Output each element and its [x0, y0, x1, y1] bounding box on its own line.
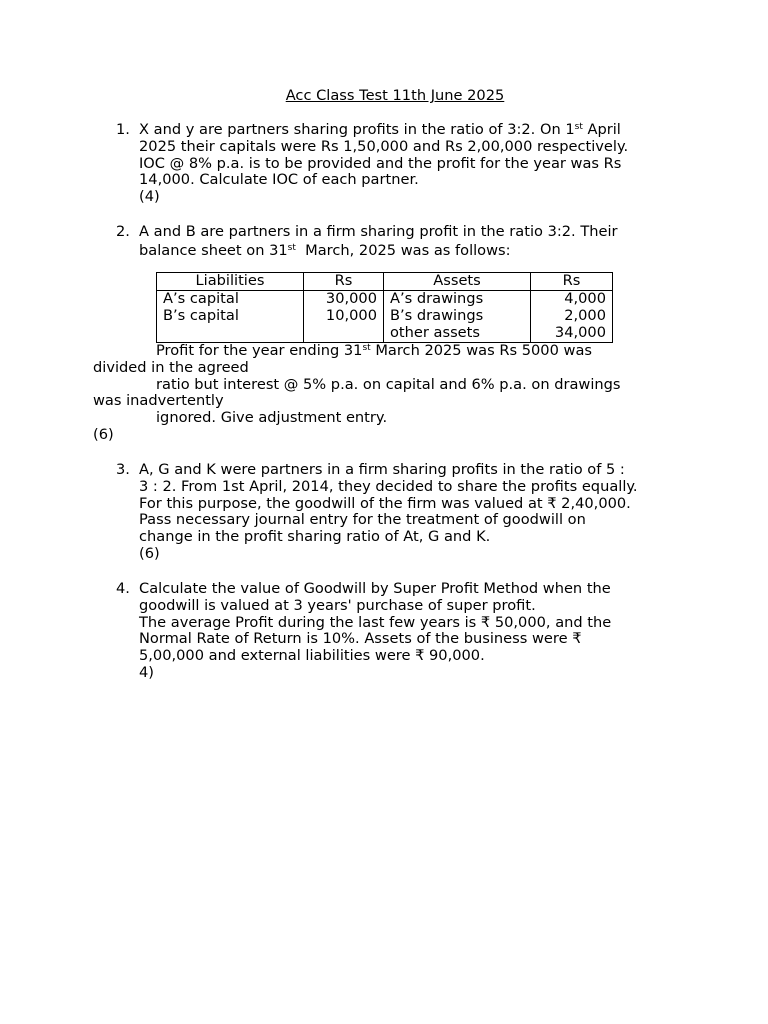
table-cell: B’s drawings [384, 308, 531, 325]
question-line: ignored. Give adjustment entry. [156, 409, 388, 427]
question-line: X and y are partners sharing profits in the ratio of 3:2. On 1st April [139, 121, 621, 138]
question-line: divided in the agreed [93, 358, 249, 376]
table-cell: other assets [384, 325, 531, 343]
question-3 [116, 461, 679, 563]
question-number: 1. [116, 121, 130, 138]
table-row [157, 308, 613, 325]
question-line: Pass necessary journal entry for the treatment of goodwill on [139, 511, 586, 529]
table-cell: 34,000 [531, 325, 613, 343]
table-cell: A’s drawings [384, 291, 531, 309]
superscript: st [362, 343, 371, 353]
table-cell: B’s capital [157, 308, 304, 325]
question-line: The average Profit during the last few years is ₹ 50,000, and the [139, 613, 612, 631]
question-1 [116, 121, 679, 206]
superscript: st [287, 242, 296, 253]
table-cell [304, 325, 384, 343]
question-marks: (4) [139, 188, 160, 206]
question-line: balance sheet on 31st March, 2025 was as follows: [139, 241, 511, 259]
question-line: 2025 their capitals were Rs 1,50,000 and Rs 2,00,000 respectively. [139, 137, 629, 155]
question-marks: 4) [139, 663, 154, 681]
question-number: 4. [116, 580, 130, 597]
question-line: For this purpose, the goodwill of the firm was valued at ₹ 2,40,000. [139, 494, 631, 512]
question-2-continuation [93, 343, 693, 444]
question-line: 3 : 2. From 1st April, 2014, they decided to share the profits equally. [139, 477, 638, 495]
question-line: Profit for the year ending 31st March 2025 was Rs 5000 was [156, 342, 592, 359]
superscript: st [574, 122, 583, 132]
column-header: Rs [304, 273, 384, 291]
question-line: A and B are partners in a firm sharing profit in the ratio 3:2. Their [139, 223, 618, 240]
column-header: Assets [384, 273, 531, 291]
column-header: Liabilities [157, 273, 304, 291]
question-line: ratio but interest @ 5% p.a. on capital and 6% p.a. on drawings [156, 375, 621, 393]
question-line: change in the profit sharing ratio of At, G and K. [139, 528, 491, 546]
question-marks: (6) [93, 425, 114, 443]
question-line: was inadvertently [93, 392, 224, 410]
table-cell: 2,000 [531, 308, 613, 325]
table-cell: A’s capital [157, 291, 304, 309]
table-cell: 10,000 [304, 308, 384, 325]
column-header: Rs [531, 273, 613, 291]
question-line: IOC @ 8% p.a. is to be provided and the profit for the year was Rs [139, 154, 622, 172]
table-header-row [157, 273, 613, 291]
question-4 [116, 580, 679, 682]
question-number: 3. [116, 461, 130, 478]
question-number: 2. [116, 223, 130, 240]
question-line: 5,00,000 and external liabilities were ₹ 90,000. [139, 647, 485, 665]
table-row [157, 291, 613, 309]
table-cell [157, 325, 304, 343]
test-title: Acc Class Test 11th June 2025 [285, 87, 505, 104]
question-line: goodwill is valued at 3 years' purchase of super profit. [139, 596, 536, 614]
question-line: Normal Rate of Return is 10%. Assets of the business were ₹ [139, 630, 582, 648]
question-marks: (6) [139, 544, 160, 562]
balance-sheet-table [156, 272, 613, 343]
question-line: Calculate the value of Goodwill by Super Profit Method when the [139, 580, 611, 597]
question-line: 14,000. Calculate IOC of each partner. [139, 171, 419, 189]
question-2 [116, 223, 679, 260]
table-cell: 30,000 [304, 291, 384, 309]
table-row [157, 325, 613, 343]
table-cell: 4,000 [531, 291, 613, 309]
question-line: A, G and K were partners in a firm sharing profits in the ratio of 5 : [139, 461, 625, 478]
